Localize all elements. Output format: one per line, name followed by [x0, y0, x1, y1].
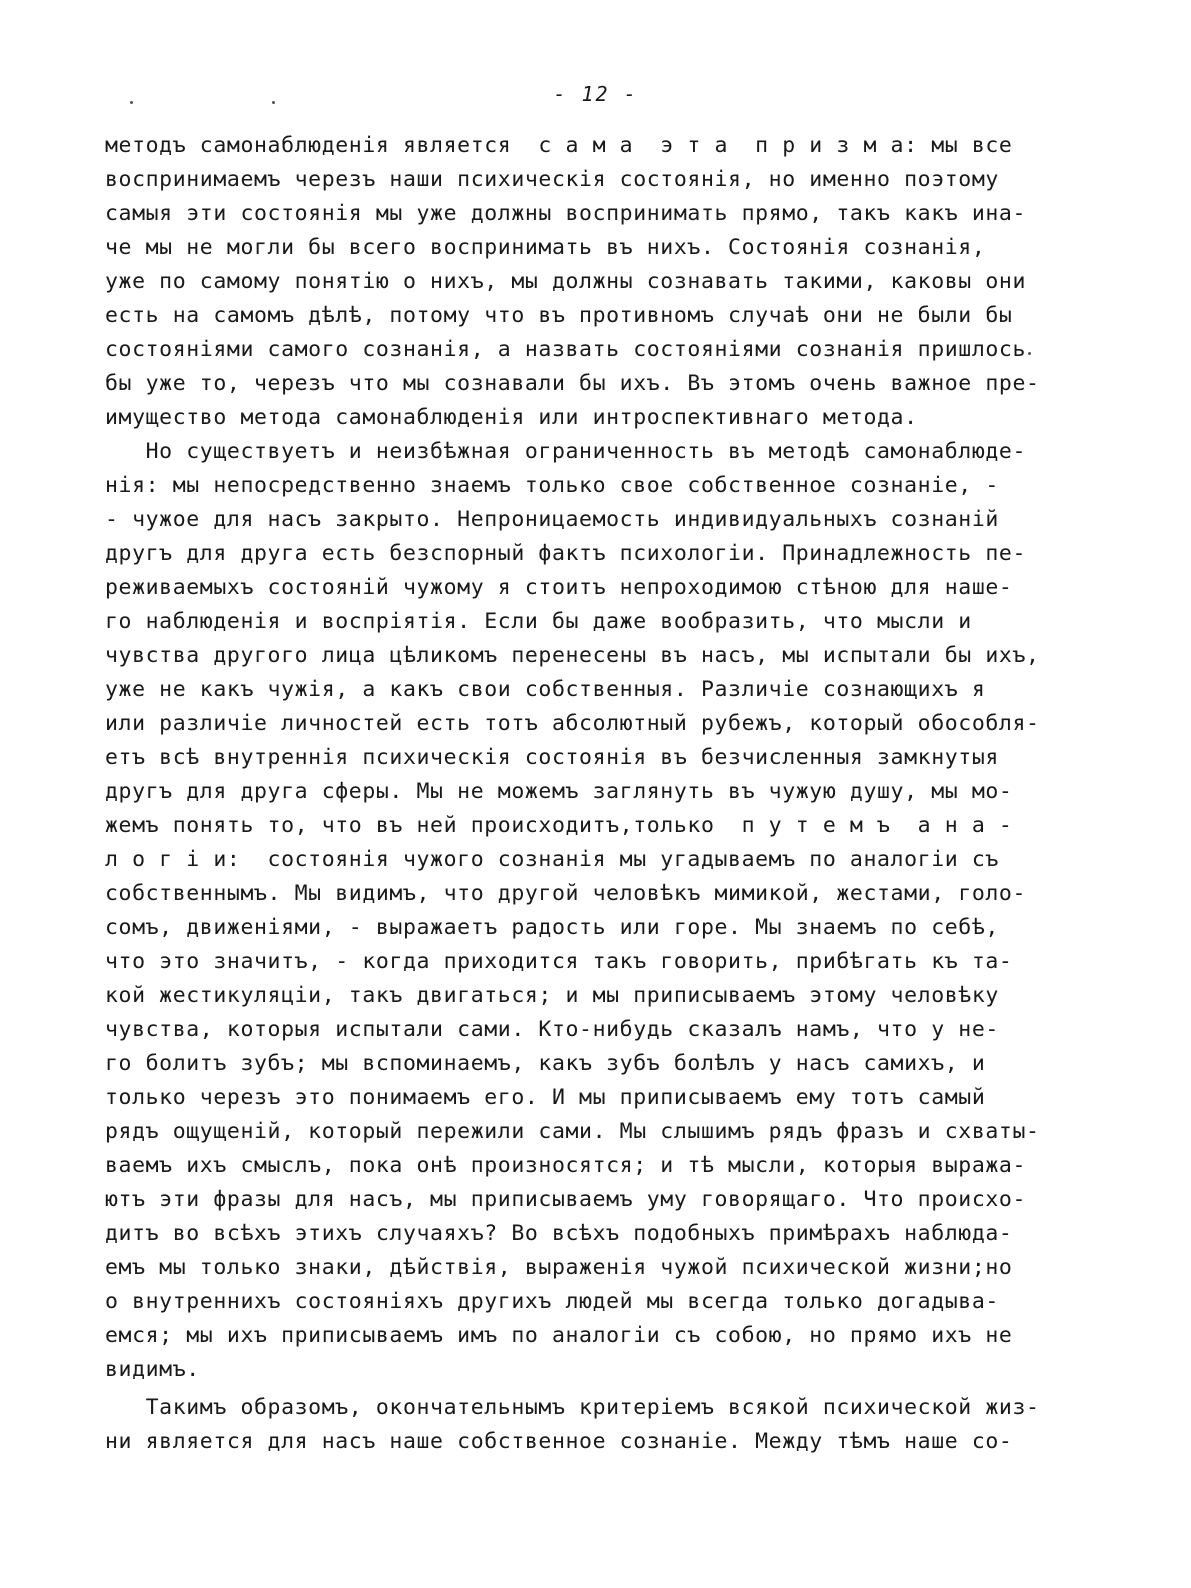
- text-line: го наблюденія и воспріятія. Если бы даже вообразить, что мысли и: [105, 609, 972, 634]
- text-line: реживаемыхъ состояній чужому я стоитъ непроходимою стѣною для наше-: [105, 575, 1013, 600]
- text-line: го болитъ зубъ; мы вспоминаемъ, какъ зубъ болѣлъ у насъ самихъ, и: [105, 1051, 986, 1076]
- text-line: нія: мы непосредственно знаемъ только свое собственное сознаніе, -: [105, 473, 999, 498]
- text-line: самыя эти состоянія мы уже должны воспринимать прямо, такъ какъ ина-: [105, 201, 1026, 226]
- text-line: что это значитъ, - когда приходится такъ говорить, прибѣгать къ та-: [105, 949, 1013, 974]
- text-line: жемъ понять то, что въ ней происходитъ,только п у т е м ъ а н а -: [105, 813, 1013, 838]
- text-line: состояніями самого сознанія, а назвать состояніями сознанія пришлось: [105, 337, 1026, 362]
- text-line: ваемъ ихъ смыслъ, пока онѣ произносятся; и тѣ мысли, которыя выража-: [105, 1153, 1026, 1178]
- text-line: уже не какъ чужія, а какъ свои собственныя. Различіе сознающихъ я: [105, 677, 986, 702]
- text-line: методъ самонаблюденія является с а м а э т а п р и з м а: мы все: [105, 133, 1013, 158]
- text-line: кой жестикуляціи, такъ двигаться; и мы приписываемъ этому человѣку: [105, 983, 999, 1008]
- text-line: емъ мы только знаки, дѣйствія, выраженія чужой психической жизни;но: [105, 1255, 1013, 1280]
- text-line: есть на самомъ дѣлѣ, потому что въ противномъ случаѣ они не были бы: [105, 303, 1013, 328]
- text-line: ютъ эти фразы для насъ, мы приписываемъ уму говорящаго. Что происхо-: [105, 1187, 1026, 1212]
- text-line: воспринимаемъ черезъ наши психическія состоянія, но именно поэтому: [105, 167, 999, 192]
- text-line: другъ для друга сферы. Мы не можемъ заглянуть въ чужую душу, мы мо-: [105, 779, 1013, 804]
- text-line: ни является для насъ наше собственное сознаніе. Между тѣмъ наше со-: [105, 1429, 1013, 1454]
- text-line: уже по самому понятію о нихъ, мы должны сознавать такими, каковы они: [105, 269, 1026, 294]
- text-line: видимъ.: [105, 1357, 200, 1382]
- text-line: или различіе личностей есть тотъ абсолютный рубежъ, который обособля-: [105, 711, 1040, 736]
- text-line: Но существуетъ и неизбѣжная ограниченность въ методѣ самонаблюде-: [105, 439, 1026, 464]
- text-line: только черезъ это понимаемъ его. И мы приписываемъ ему тотъ самый: [105, 1085, 986, 1110]
- text-line: дитъ во всѣхъ этихъ случаяхъ? Во всѣхъ подобныхъ примѣрахъ наблюда-: [105, 1221, 1013, 1246]
- text-line: рядъ ощущеній, который пережили сами. Мы слышимъ рядъ фразъ и схваты-: [105, 1119, 1040, 1144]
- text-line: Такимъ образомъ, окончательнымъ критеріемъ всякой психической жиз-: [105, 1395, 1040, 1420]
- text-line: емся; мы ихъ приписываемъ имъ по аналогіи съ собою, но прямо ихъ не: [105, 1323, 1013, 1348]
- text-line: бы уже то, черезъ что мы сознавали бы ихъ. Въ этомъ очень важное пре-: [105, 371, 1040, 396]
- text-line: л о г і и: состоянія чужого сознанія мы угадываемъ по аналогіи съ: [105, 847, 999, 872]
- text-line: - чужое для насъ закрыто. Непроницаемость индивидуальныхъ сознаній: [105, 507, 999, 532]
- text-line: другъ для друга есть безспорный фактъ психологіи. Принадлежность пе-: [105, 541, 1026, 566]
- text-line: собственнымъ. Мы видимъ, что другой человѣкъ мимикой, жестами, голо-: [105, 881, 1026, 906]
- text-line: сомъ, движеніями, - выражаетъ радость или горе. Мы знаемъ по себѣ,: [105, 915, 999, 940]
- page-number: - 12 -: [553, 82, 638, 106]
- text-line: че мы не могли бы всего воспринимать въ нихъ. Состоянія сознанія,: [105, 235, 986, 260]
- text-line: етъ всѣ внутреннія психическія состоянія въ безчисленныя замкнутыя: [105, 745, 999, 770]
- text-line: имущество метода самонаблюденія или интроспективнаго метода.: [105, 405, 918, 430]
- text-line: чувства, которыя испытали сами. Кто-нибудь сказалъ намъ, что у не-: [105, 1017, 999, 1042]
- text-line: о внутреннихъ состояніяхъ другихъ людей мы всегда только догадыва-: [105, 1289, 999, 1314]
- text-line: чувства другого лица цѣликомъ перенесены въ насъ, мы испытали бы ихъ,: [105, 643, 1040, 668]
